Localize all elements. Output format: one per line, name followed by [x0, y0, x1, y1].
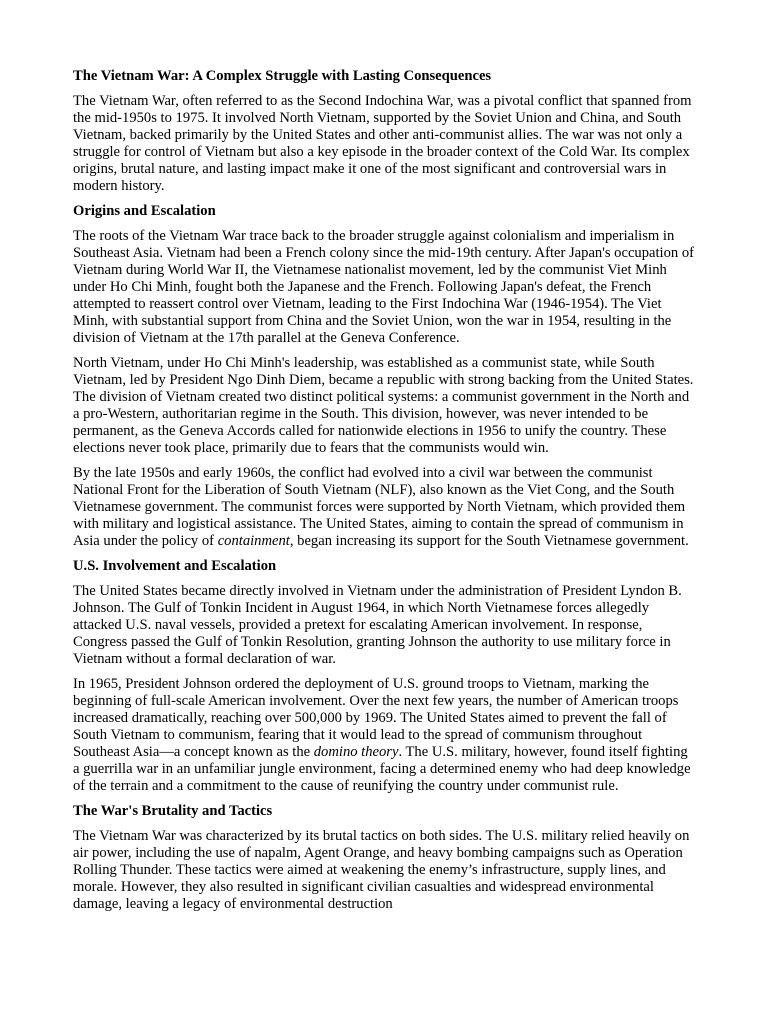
us-involvement-paragraph-2-text-a: In 1965, President Johnson ordered the deployment of U.S. ground troops to Vietnam, marking the beginning of full-scale American involvement. Over the next few years, the number of American troops increased dramatically, reaching over 500,000 by 1969. The United States aimed to prevent the fall of South Vietnam to communism, fearing that it would lead to the spread of communism throughout Southeast Asia—a concept known as the: [73, 676, 679, 760]
origins-paragraph-3: [73, 465, 697, 550]
section-heading-us-involvement: U.S. Involvement and Escalation: [73, 558, 277, 574]
origins-paragraph-3-text-b: , began increasing its support for the South Vietnamese government.: [289, 533, 689, 549]
section-heading-origins: Origins and Escalation: [73, 203, 216, 219]
us-involvement-paragraph-2: [73, 676, 697, 795]
us-involvement-paragraph-1: The United States became directly involved in Vietnam under the administration of President Lyndon B. Johnson. The Gulf of Tonkin Incident in August 1964, in which North Vietnamese forces allegedly attacked U.S. naval vessels, provided a pretext for escalating American involvement. In response, Congress passed the Gulf of Tonkin Resolution, granting Johnson the authority to use military force in Vietnam without a formal declaration of war.: [73, 583, 682, 667]
domino-theory-term: domino theory: [313, 744, 399, 760]
document-page: [73, 68, 697, 921]
origins-paragraph-1: The roots of the Vietnam War trace back to the broader struggle against colonialism and imperialism in Southeast Asia. Vietnam had been a French colony since the mid-19th century. After Japan's occupation of Vietnam during World War II, the Vietnamese nationalist movement, led by the communist Viet Minh under Ho Chi Minh, fought both the Japanese and the French. Following Japan's defeat, the French attempted to reassert control over Vietnam, leading to the First Indochina War (1946-1954). The Viet Minh, with substantial support from China and the Soviet Union, won the war in 1954, resulting in the division of Vietnam at the 17th parallel at the Geneva Conference.: [73, 228, 695, 346]
intro-paragraph: The Vietnam War, often referred to as the Second Indochina War, was a pivotal conflict that spanned from the mid-1950s to 1975. It involved North Vietnam, supported by the Soviet Union and China, and South Vietnam, backed primarily by the United States and other anti-communist allies. The war was not only a struggle for control of Vietnam but also a key episode in the broader context of the Cold War. Its complex origins, brutal nature, and lasting impact make it one of the most significant and controversial wars in modern history.: [73, 93, 692, 194]
origins-paragraph-3-text-a: By the late 1950s and early 1960s, the conflict had evolved into a civil war between the communist National Front for the Liberation of South Vietnam (NLF), also known as the Viet Cong, and the South Vietnamese government. The communist forces were supported by North Vietnam, which provided them with military and logistical assistance. The United States, aiming to contain the spread of communism in Asia under the policy of: [73, 465, 686, 549]
document-title: The Vietnam War: A Complex Struggle with Lasting Consequences: [73, 68, 492, 84]
section-heading-brutality: The War's Brutality and Tactics: [73, 803, 273, 819]
origins-paragraph-2: North Vietnam, under Ho Chi Minh's leadership, was established as a communist state, while South Vietnam, led by President Ngo Dinh Diem, became a republic with strong backing from the United States. The division of Vietnam created two distinct political systems: a communist government in the North and a pro-Western, authoritarian regime in the South. This division, however, was never intended to be permanent, as the Geneva Accords called for nationwide elections in 1956 to unify the country. These elections never took place, primarily due to fears that the communists would win.: [73, 355, 694, 456]
us-involvement-paragraph-2-text-b: . The U.S. military, however, found itself fighting a guerrilla war in an unfamiliar jungle environment, facing a determined enemy who had deep knowledge of the terrain and a commitment to the cause of reunifying the country under communist rule.: [73, 744, 691, 794]
containment-term: containment: [217, 533, 290, 549]
brutality-paragraph-1: The Vietnam War was characterized by its brutal tactics on both sides. The U.S. military relied heavily on air power, including the use of napalm, Agent Orange, and heavy bombing campaigns such as Operation Rolling Thunder. These tactics were aimed at weakening the enemy’s infrastructure, supply lines, and morale. However, they also resulted in significant civilian casualties and widespread environmental damage, leaving a legacy of environmental destruction: [73, 828, 690, 912]
